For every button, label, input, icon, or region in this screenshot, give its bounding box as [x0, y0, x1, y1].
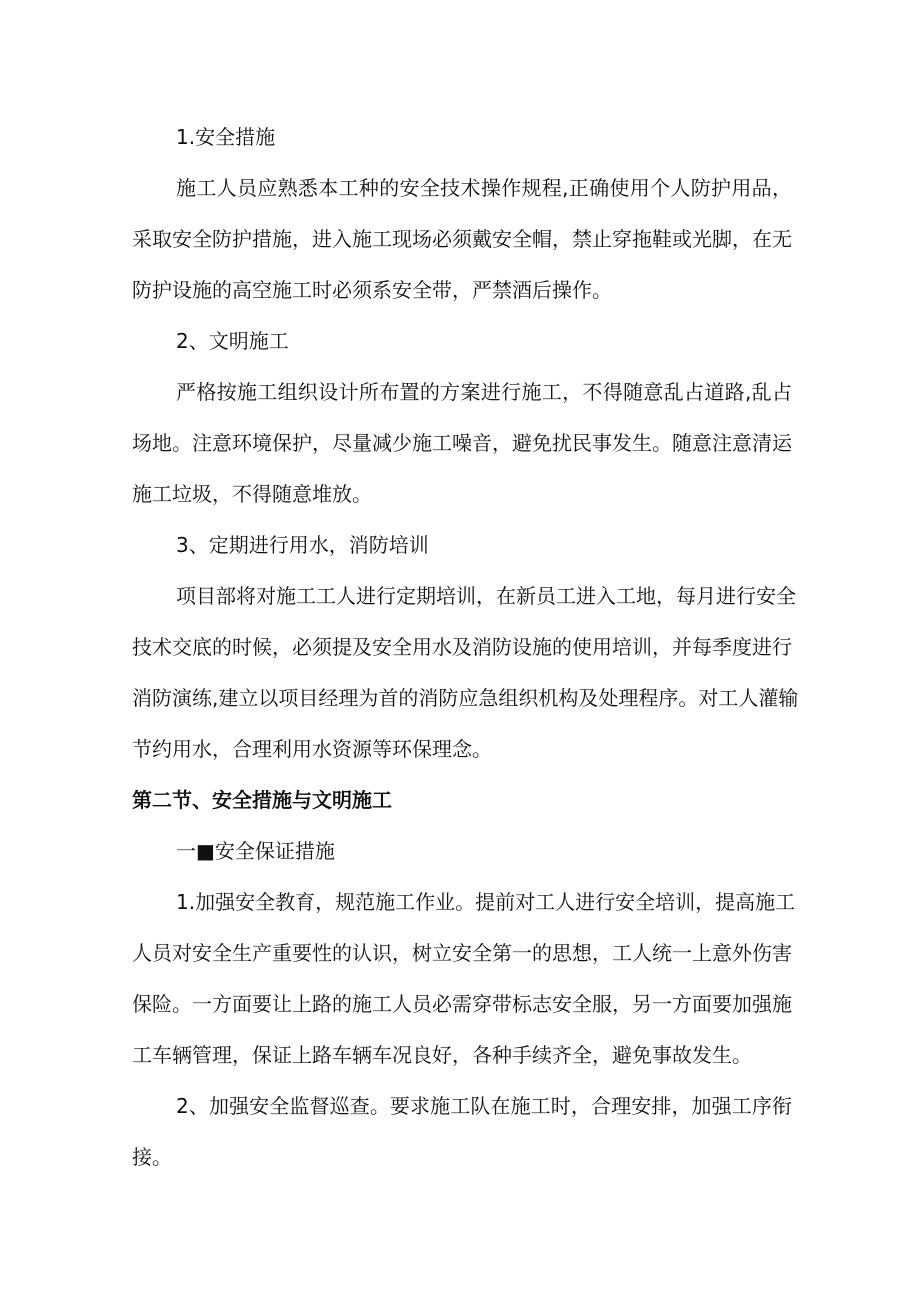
- heading-civilized-construction: 2、文明施工: [176, 329, 289, 353]
- section-heading: 第二节、安全措施与文明施工: [132, 788, 392, 812]
- paragraph-line: 防护设施的高空施工时必须系安全带，严禁酒后操作。: [132, 278, 612, 302]
- heading-safety-measures: 1.安全措施: [176, 125, 276, 149]
- paragraph-line: 接。: [132, 1145, 172, 1169]
- paragraph-line: 2、加强安全监督巡查。要求施工队在施工时，合理安排，加强工序衔: [176, 1094, 792, 1118]
- paragraph-line: 技术交底的时候，必须提及安全用水及消防设施的使用培训，并每季度进行: [132, 635, 792, 659]
- paragraph-line: 工车辆管理，保证上路车辆车况良好，各种手续齐全，避免事故发生。: [132, 1043, 752, 1067]
- paragraph-line: 节约用水，合理利用水资源等环保理念。: [132, 737, 492, 761]
- paragraph-line: 施工人员应熟悉本工种的安全技术操作规程,正确使用个人防护用品，: [176, 176, 792, 200]
- paragraph-line: 施工垃圾，不得随意堆放。: [132, 482, 372, 506]
- paragraph-line: 采取安全防护措施，进入施工现场必须戴安全帽，禁止穿拖鞋或光脚，在无: [132, 227, 792, 251]
- paragraph-line: 场地。注意环境保护，尽量减少施工噪音，避免扰民事发生。随意注意清运: [132, 431, 792, 455]
- paragraph-line: 保险。一方面要让上路的施工人员必需穿带标志安全服，另一方面要加强施: [132, 992, 792, 1016]
- subsection-heading: 一■安全保证措施: [176, 839, 335, 863]
- paragraph-line: 消防演练,建立以项目经理为首的消防应急组织机构及处理程序。对工人灌输: [132, 686, 799, 710]
- paragraph-line: 1.加强安全教育，规范施工作业。提前对工人进行安全培训，提高施工: [176, 890, 796, 914]
- paragraph-line: 严格按施工组织设计所布置的方案进行施工，不得随意乱占道路,乱占: [176, 380, 792, 404]
- paragraph-line: 项目部将对施工工人进行定期培训，在新员工进入工地，每月进行安全: [176, 584, 796, 608]
- heading-water-fire-training: 3、定期进行用水，消防培训: [176, 533, 429, 557]
- paragraph-line: 人员对安全生产重要性的认识，树立安全第一的思想，工人统一上意外伤害: [132, 941, 792, 965]
